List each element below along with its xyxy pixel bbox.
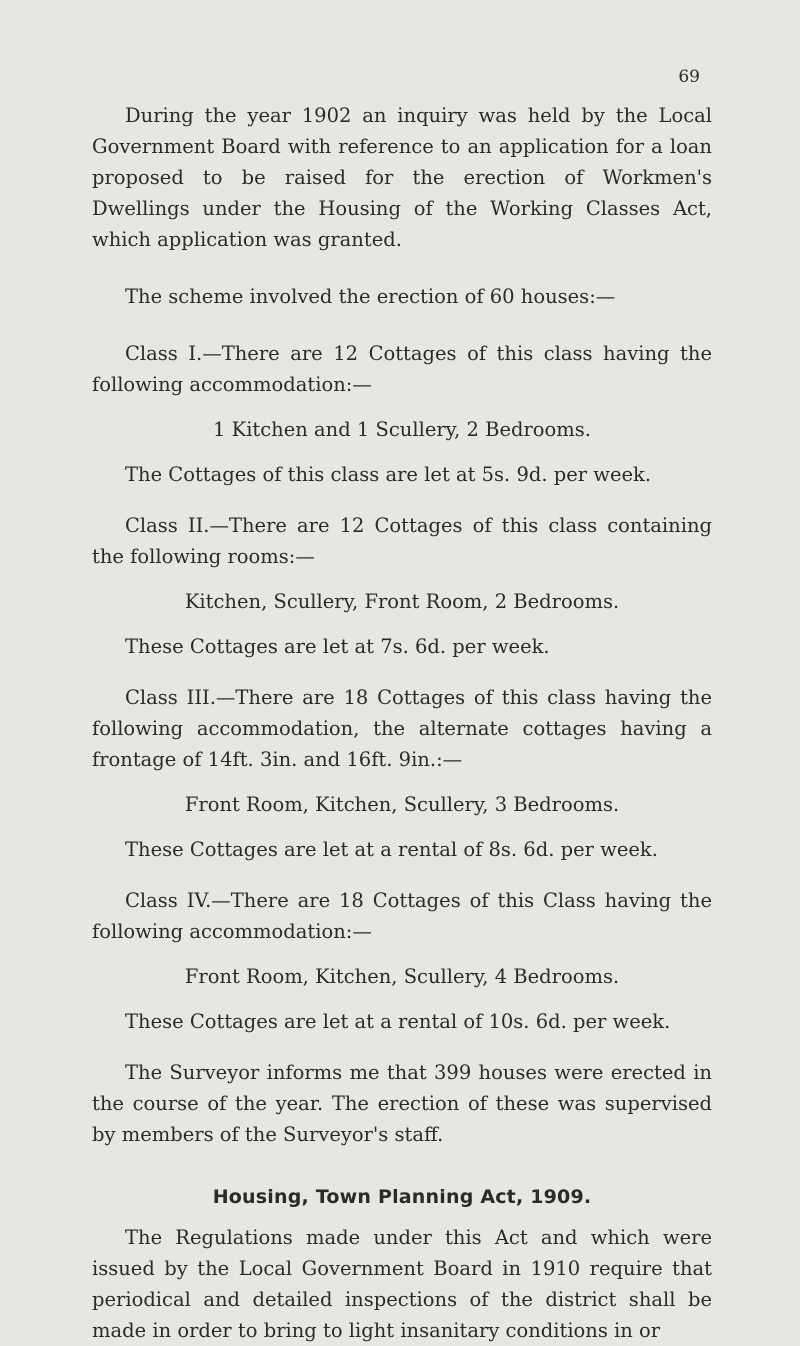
class-2-rent: These Cottages are let at 7s. 6d. per week. — [125, 635, 550, 658]
paragraph-inquiry: During the year 1902 an inquiry was held by the Local Government Board with reference to an application for a loan proposed to be raised for the erection of Workmen's Dwellings under the Housing of the Working Classes Act, which application was granted. — [92, 104, 712, 251]
section-heading: Housing, Town Planning Act, 1909. — [212, 1186, 592, 1208]
paragraph-class-4: Class IV.—There are 18 Cottages of this Class having the following accommodation:— — [92, 889, 712, 943]
page-number: 69 — [678, 67, 700, 87]
class-1-rooms: 1 Kitchen and 1 Scullery, 2 Bedrooms. — [213, 418, 591, 441]
body-text — [92, 100, 712, 1346]
class-1-rent: The Cottages of this class are let at 5s. 9d. per week. — [125, 463, 652, 486]
paragraph-surveyor: The Surveyor informs me that 399 houses were erected in the course of the year. The erection of these was supervised by members of the Surveyor's staff. — [92, 1061, 712, 1146]
paragraph-class-2: Class II.—There are 12 Cottages of this class containing the following rooms:— — [92, 514, 712, 568]
paragraph-class-3: Class III.—There are 18 Cottages of this class having the following accommodation, the alternate cottages having a frontage of 14ft. 3in. and 16ft. 9in.:— — [92, 686, 712, 771]
class-4-rent: These Cottages are let at a rental of 10s. 6d. per week. — [125, 1010, 671, 1033]
class-3-rent: These Cottages are let at a rental of 8s. 6d. per week. — [125, 838, 658, 861]
paragraph-class-1: Class I.—There are 12 Cottages of this class having the following accommodation:— — [92, 342, 712, 396]
paragraph-scheme: The scheme involved the erection of 60 houses:— — [125, 285, 616, 308]
paragraph-regulations: The Regulations made under this Act and which were issued by the Local Government Board in 1910 require that periodical and detailed inspections of the district shall be made in order to bring to light insanitary conditions in or — [92, 1226, 712, 1342]
class-3-rooms: Front Room, Kitchen, Scullery, 3 Bedrooms. — [184, 793, 620, 816]
class-4-rooms: Front Room, Kitchen, Scullery, 4 Bedrooms. — [184, 965, 620, 988]
class-2-rooms: Kitchen, Scullery, Front Room, 2 Bedrooms. — [184, 590, 620, 613]
